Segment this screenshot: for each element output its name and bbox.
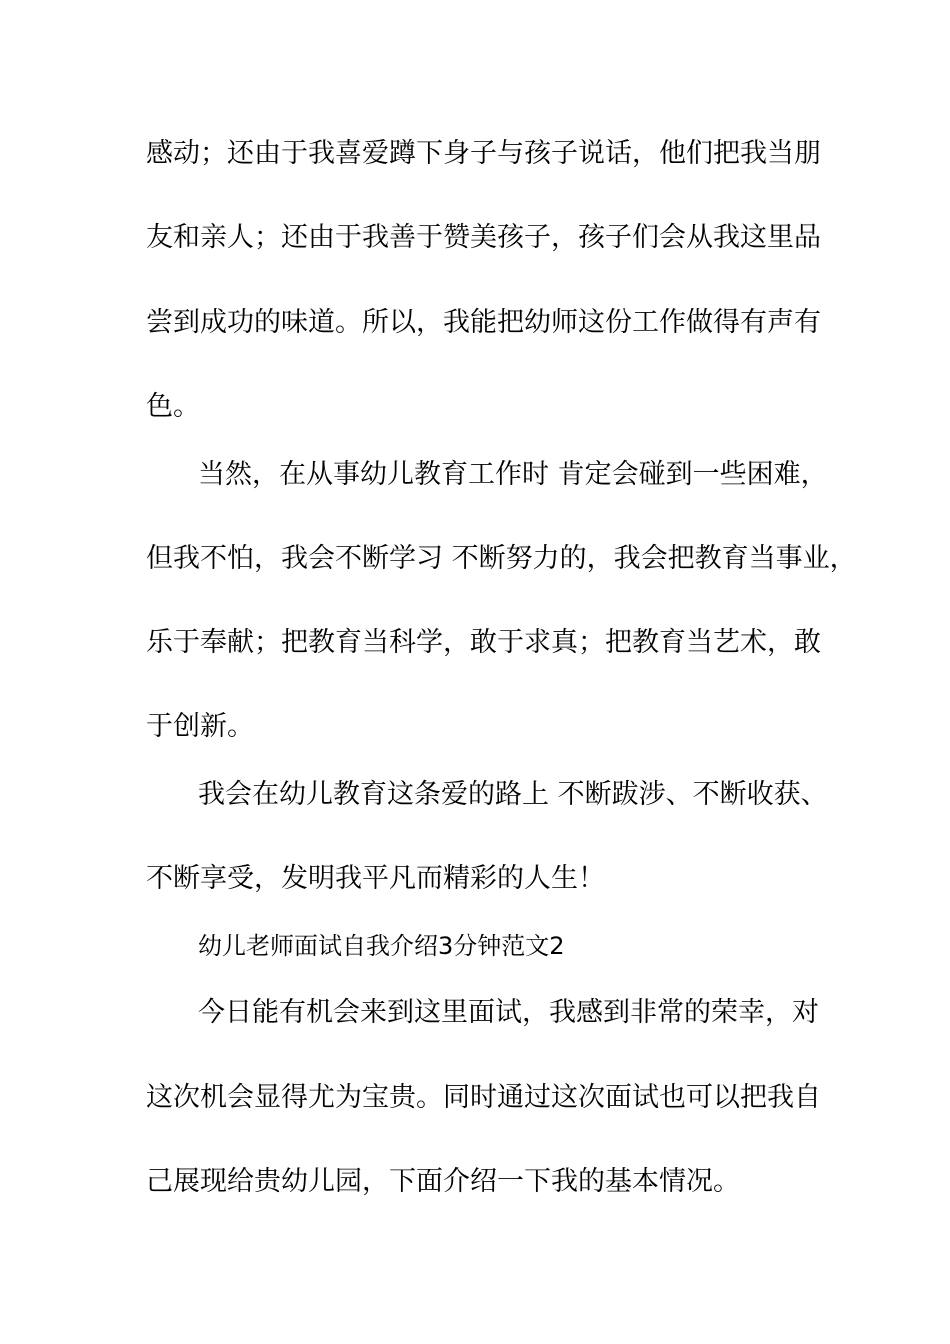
paragraph-1-line-3: 尝到成功的味道。所以，我能把幼师这份工作做得有声有 [146,307,821,338]
final-paragraph-line-2: 这次机会显得尤为宝贵。同时通过这次面试也可以把我自 [146,1082,821,1113]
paragraph-3-line-1: 我会在幼儿教育这条爱的路上 不断跋涉、不断收获、 [198,779,828,810]
paragraph-1-line-2: 友和亲人；还由于我善于赞美孩子，孩子们会从我这里品 [146,222,821,253]
paragraph-3-line-2: 不断享受，发明我平凡而精彩的人生！ [146,863,605,894]
paragraph-1-line-1: 感动；还由于我喜爱蹲下身子与孩子说话，他们把我当朋 [146,138,821,169]
paragraph-2-line-1: 当然，在从事幼儿教育工作时 肯定会碰到一些困难， [198,459,828,490]
final-paragraph-line-3: 己展现给贵幼儿园，下面介绍一下我的基本情况。 [146,1166,740,1197]
paragraph-2-line-2: 但我不怕，我会不断学习 不断努力的，我会把教育当事业， [146,543,857,574]
section-heading: 幼儿老师面试自我介绍3分钟范文2 [198,932,565,960]
paragraph-1-line-4: 色。 [146,391,200,422]
paragraph-2-line-3: 乐于奉献；把教育当科学，敢于求真；把教育当艺术，敢 [146,627,821,658]
paragraph-2-line-4: 于创新。 [146,711,254,742]
final-paragraph-line-1: 今日能有机会来到这里面试，我感到非常的荣幸，对 [198,997,819,1028]
